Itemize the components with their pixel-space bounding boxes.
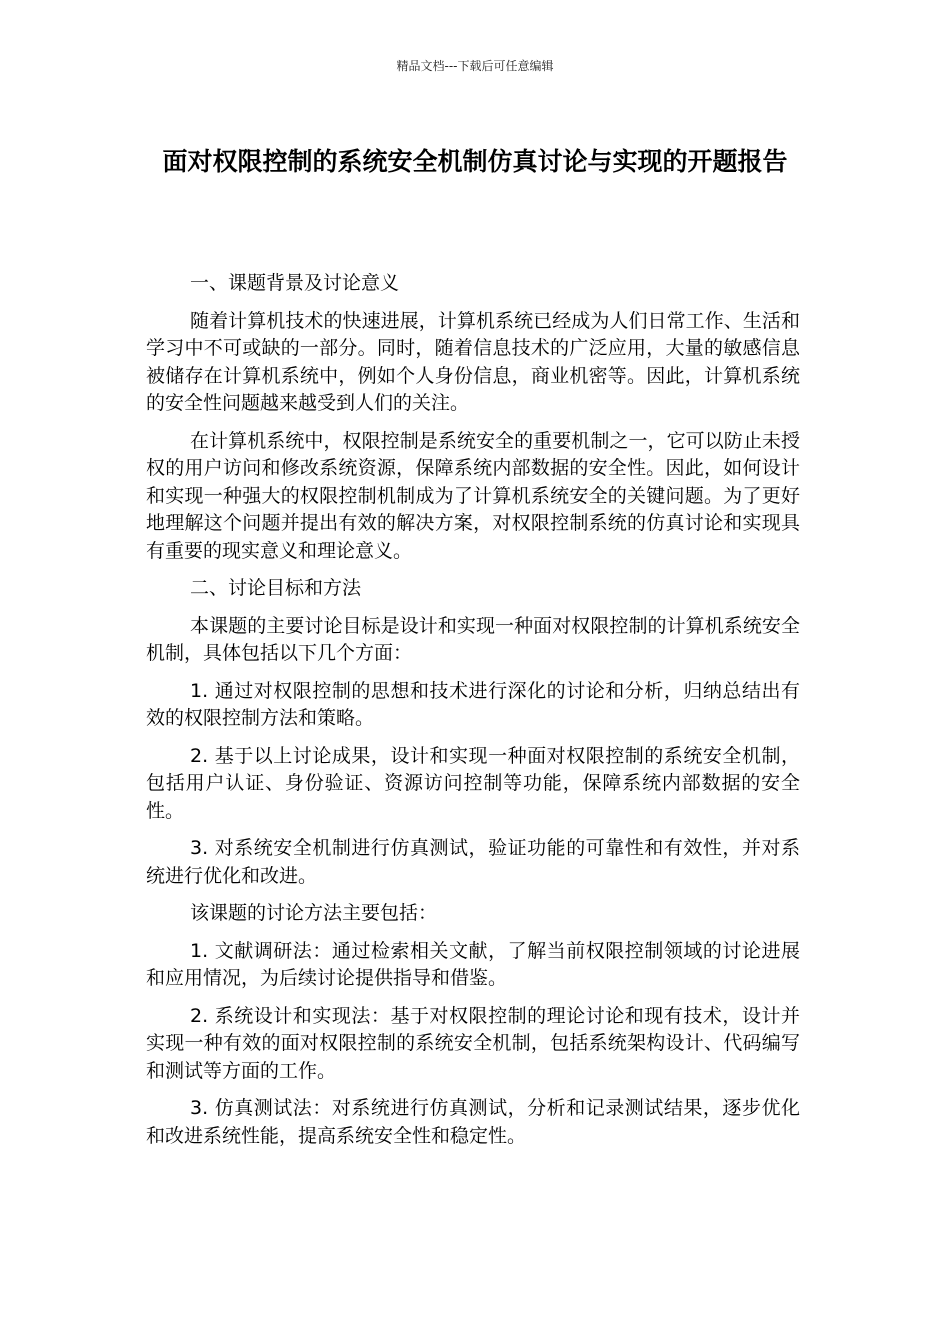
list-item: 1. 通过对权限控制的思想和技术进行深化的讨论和分析，归纳总结出有效的权限控制方法和策略。 xyxy=(146,679,800,729)
paragraph: 随着计算机技术的快速进展，计算机系统已经成为人们日常工作、生活和学习中不可或缺的一部分。同时，随着信息技术的广泛应用，大量的敏感信息被储存在计算机系统中，例如个人身份信息，商业机密等。因此，计算机系统的安全性问题越来越受到人们的关注。 xyxy=(146,309,800,414)
document-title: 面对权限控制的系统安全机制仿真讨论与实现的开题报告 xyxy=(162,147,788,176)
document-body xyxy=(146,270,800,1160)
paragraph: 在计算机系统中，权限控制是系统安全的重要机制之一，它可以防止未授权的用户访问和修改系统资源，保障系统内部数据的安全性。因此，如何设计和实现一种强大的权限控制机制成为了计算机系统安全的关键问题。为了更好地理解这个问题并提出有效的解决方案，对权限控制系统的仿真讨论和实现具有重要的现实意义和理论意义。 xyxy=(146,429,800,562)
list-item: 3. 仿真测试法：对系统进行仿真测试，分析和记录测试结果，逐步优化和改进系统性能，提高系统安全性和稳定性。 xyxy=(146,1097,800,1147)
paragraph: 本课题的主要讨论目标是设计和实现一种面对权限控制的计算机系统安全机制，具体包括以下几个方面： xyxy=(146,614,800,664)
paragraph: 该课题的讨论方法主要包括： xyxy=(190,902,438,924)
list-item: 2. 系统设计和实现法：基于对权限控制的理论讨论和现有技术，设计并实现一种有效的面对权限控制的系统安全机制，包括系统架构设计、代码编写和测试等方面的工作。 xyxy=(146,1004,800,1082)
section-heading-goals-methods: 二、讨论目标和方法 xyxy=(190,577,362,599)
list-item: 1. 文献调研法：通过检索相关文献，了解当前权限控制领域的讨论进展和应用情况，为后续讨论提供指导和借鉴。 xyxy=(146,939,800,989)
section-heading-background: 一、课题背景及讨论意义 xyxy=(190,272,400,294)
list-item: 2. 基于以上讨论成果，设计和实现一种面对权限控制的系统安全机制，包括用户认证、身份验证、资源访问控制等功能，保障系统内部数据的安全性。 xyxy=(146,744,800,822)
list-item: 3. 对系统安全机制进行仿真测试，验证功能的可靠性和有效性，并对系统进行优化和改进。 xyxy=(146,837,800,887)
header-note: 精品文档---下载后可任意编辑 xyxy=(396,59,554,73)
